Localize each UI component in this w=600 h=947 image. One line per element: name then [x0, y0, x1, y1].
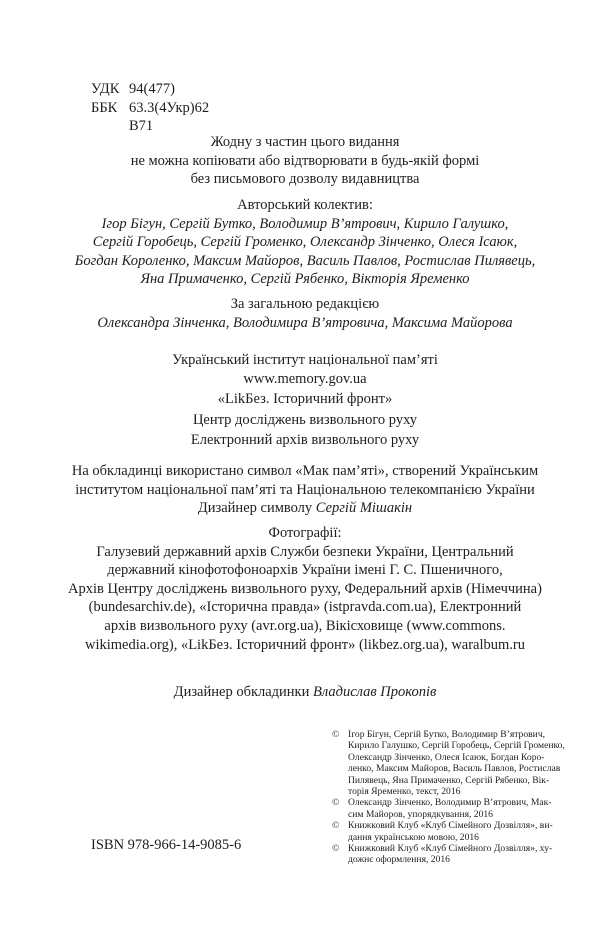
cover-designer	[60, 683, 550, 702]
photos-line: (bundesarchiv.de), «Історична правда» (istpravda.com.ua), Електронний	[88, 599, 522, 616]
notice-line: не можна копіювати або відтворювати в будь-якій формі	[130, 152, 480, 169]
copyright-symbol: ©	[332, 843, 340, 855]
institution-line: Український інститут національної пам’яті	[172, 352, 438, 368]
cover-symbol-block	[60, 462, 550, 518]
photos-heading: Фотографії:	[268, 525, 342, 541]
photos-line: wikimedia.org), «LikБез. Історичний фронт» (likbez.org.ua), waralbum.ru	[84, 636, 526, 653]
udk-row	[91, 80, 209, 99]
photos-line: архів визвольного руху (avr.org.ua), Вікісховище (www.commons.	[104, 617, 506, 634]
credit-line: дожнє оформлення, 2016	[348, 854, 450, 866]
authors-line: Богдан Короленко, Максим Майоров, Василь Павлов, Ростислав Пилявець,	[74, 252, 536, 269]
institution-line: Електронний архів визвольного руху	[190, 432, 420, 449]
photos-block	[60, 524, 550, 654]
bbk-row	[91, 99, 209, 118]
credit-text	[348, 843, 552, 866]
cover-designer-name: Владислав Прокопів	[313, 684, 437, 700]
copyright-symbol: ©	[332, 797, 340, 809]
editors-block	[60, 295, 550, 332]
credit-item	[332, 843, 552, 866]
credit-line: Книжковий Клуб «Клуб Сімейного Дозвілля», ху-	[348, 843, 553, 855]
credit-line: Книжковий Клуб «Клуб Сімейного Дозвілля», ви-	[348, 820, 553, 832]
udk-label: УДК	[91, 81, 120, 97]
copyright-symbol: ©	[332, 729, 340, 740]
photos-line: державний кінофотофоноархів України імені Г. С. Пшеничного,	[107, 562, 503, 579]
photos-line: Архів Центру досліджень визвольного руху, Федеральний архів (Німеччина)	[68, 580, 542, 597]
credit-line: Пилявець, Яна Примаченко, Сергій Рябенко, Вік-	[348, 774, 550, 786]
credit-line: Олександр Зінченко, Володимир В’ятрович, Мак-	[348, 797, 552, 809]
isbn: ISBN 978-966-14-9085-6	[91, 837, 242, 853]
credit-item	[332, 820, 552, 843]
authors-line: Яна Примаченко, Сергій Рябенко, Вікторія Яременко	[140, 271, 470, 288]
udk-value: 94(477)	[129, 81, 175, 97]
institution-line: Центр досліджень визвольного руху	[192, 411, 418, 428]
credit-line: сим Майоров, упорядкування, 2016	[348, 808, 493, 820]
copyright-credits	[332, 729, 565, 866]
symbol-designer-prefix: Дизайнер символу	[197, 500, 316, 517]
notice-line: без письмового дозволу видавництва	[190, 171, 420, 188]
symbol-designer-name: Сергій Мішакін	[315, 500, 413, 517]
symbol-designer	[60, 499, 550, 518]
credit-line: дання українською мовою, 2016	[348, 831, 479, 843]
credit-line: Олександр Зінченко, Олеся Ісаюк, Богдан Коро-	[348, 751, 545, 763]
credit-text	[348, 797, 551, 820]
credit-text	[348, 820, 553, 843]
credit-line: торія Яременко, текст, 2016	[348, 786, 461, 798]
copyright-notice	[60, 133, 550, 189]
bbk-value: 63.3(4Укр)62	[129, 99, 210, 116]
cover-line: інститутом національної пам’яті та Національною телекомпанією України	[75, 481, 535, 498]
bbk-label: ББК	[91, 99, 118, 116]
credit-line: ленко, Максим Майоров, Василь Павлов, Ростислав	[348, 763, 561, 775]
cover-designer-prefix: Дизайнер обкладинки	[173, 684, 313, 700]
credit-item	[332, 797, 552, 820]
authors-line: Ігор Бігун, Сергій Бутко, Володимир В’ятрович, Кирило Галушко,	[101, 215, 509, 232]
editors-heading: За загальною редакцією	[230, 296, 380, 312]
photos-line: Галузевий державний архів Служби безпеки України, Центральний	[96, 543, 514, 560]
editors-names: Олександра Зінченка, Володимира В’ятровича, Максима Майорова	[97, 314, 513, 331]
copyright-symbol: ©	[332, 820, 340, 832]
notice-line: Жодну з частин цього видання	[210, 134, 400, 150]
institution-url: www.memory.gov.ua	[243, 370, 367, 387]
credit-item	[332, 729, 565, 798]
cover-line: На обкладинці використано символ «Мак пам’яті», створений Українським	[71, 463, 539, 479]
authors-line: Сергій Горобець, Сергій Громенко, Олександр Зінченко, Олеся Ісаюк,	[92, 234, 518, 251]
credit-text	[348, 729, 565, 797]
institutions-block	[60, 351, 550, 450]
credit-line: Кирило Галушко, Сергій Горобець, Сергій Громенко,	[348, 740, 565, 752]
institution-line: «LikБез. Історичний фронт»	[217, 391, 393, 408]
credit-line: Ігор Бігун, Сергій Бутко, Володимир В’ятрович,	[348, 729, 546, 740]
authors-block	[60, 196, 550, 289]
author-mark-value: В71	[129, 118, 154, 134]
authors-heading: Авторський колектив:	[237, 197, 373, 213]
classification-block	[91, 80, 209, 136]
